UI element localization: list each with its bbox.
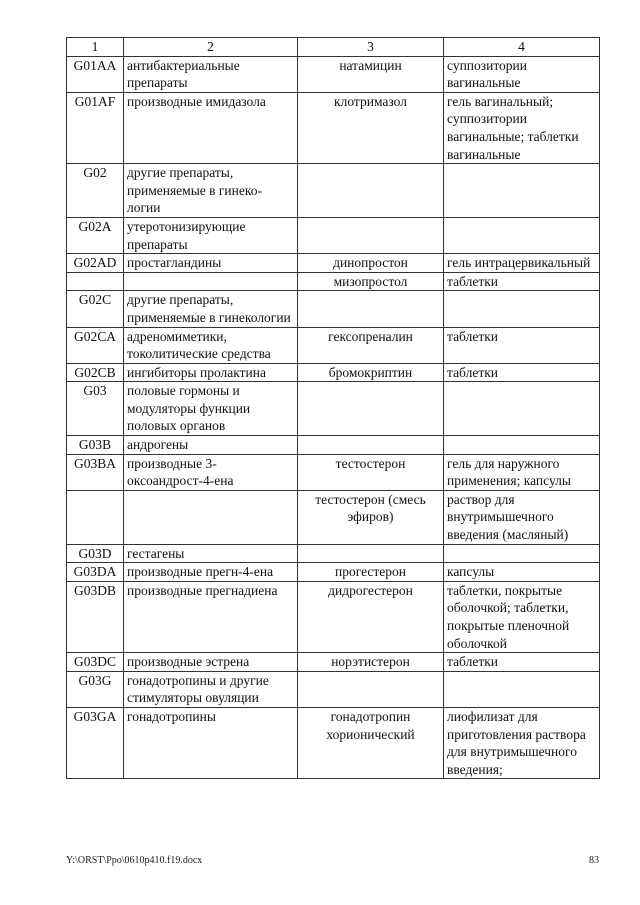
- drug-name-cell: [298, 436, 444, 455]
- atc-code-cell: G03DB: [67, 581, 124, 652]
- group-name-cell: производные прегн-4-ена: [124, 563, 298, 582]
- dosage-form-cell: таблетки: [444, 653, 600, 672]
- drug-name-cell: [298, 217, 444, 253]
- table-header-row: [67, 38, 600, 57]
- table-row: [67, 164, 600, 218]
- dosage-form-cell: таблетки: [444, 363, 600, 382]
- drug-name-cell: бромокриптин: [298, 363, 444, 382]
- drug-name-cell: тестостерон (смесь эфиров): [298, 490, 444, 544]
- drug-name-cell: [298, 291, 444, 327]
- group-name-cell: антибактериальные препараты: [124, 56, 298, 92]
- group-name-cell: гестагены: [124, 544, 298, 563]
- header-cell: 4: [444, 38, 600, 57]
- dosage-form-cell: таблетки: [444, 272, 600, 291]
- drug-name-cell: мизопростол: [298, 272, 444, 291]
- atc-code-cell: G01AA: [67, 56, 124, 92]
- atc-code-cell: G03G: [67, 671, 124, 707]
- header-cell: 3: [298, 38, 444, 57]
- drug-name-cell: тестостерон: [298, 454, 444, 490]
- drug-name-cell: динопростон: [298, 254, 444, 273]
- atc-code-cell: G02A: [67, 217, 124, 253]
- dosage-form-cell: гель для наружного применения; капсулы: [444, 454, 600, 490]
- table-row: [67, 454, 600, 490]
- group-name-cell: другие препараты, применяемые в гинекологии: [124, 291, 298, 327]
- dosage-form-cell: лиофилизат для приготовления раствора для внутримышечного введения;: [444, 707, 600, 778]
- table-row: [67, 56, 600, 92]
- table-row: [67, 254, 600, 273]
- dosage-form-cell: [444, 164, 600, 218]
- file-path: Y:\ORST\Ppo\0610p410.f19.docx: [66, 855, 203, 866]
- group-name-cell: адреномиметики, токолитические средства: [124, 327, 298, 363]
- dosage-form-cell: суппозитории вагинальные: [444, 56, 600, 92]
- drug-name-cell: дидрогестерон: [298, 581, 444, 652]
- table-row: [67, 671, 600, 707]
- drug-name-cell: норэтистерон: [298, 653, 444, 672]
- atc-code-cell: G03GA: [67, 707, 124, 778]
- atc-code-cell: G03BA: [67, 454, 124, 490]
- header-cell: 2: [124, 38, 298, 57]
- dosage-form-cell: гель интрацервикальный: [444, 254, 600, 273]
- atc-code-cell: G03DC: [67, 653, 124, 672]
- group-name-cell: [124, 490, 298, 544]
- dosage-form-cell: [444, 671, 600, 707]
- atc-code-cell: G03: [67, 382, 124, 436]
- table-row: [67, 581, 600, 652]
- dosage-form-cell: [444, 436, 600, 455]
- atc-code-cell: G02AD: [67, 254, 124, 273]
- group-name-cell: простагландины: [124, 254, 298, 273]
- atc-code-cell: [67, 490, 124, 544]
- drug-name-cell: [298, 382, 444, 436]
- atc-code-cell: G02: [67, 164, 124, 218]
- drug-name-cell: [298, 671, 444, 707]
- dosage-form-cell: капсулы: [444, 563, 600, 582]
- group-name-cell: производные прегнадиена: [124, 581, 298, 652]
- atc-code-cell: G01AF: [67, 92, 124, 163]
- group-name-cell: половые гормоны и модуляторы функции половых органов: [124, 382, 298, 436]
- table-row: [67, 544, 600, 563]
- dosage-form-cell: таблетки, покрытые оболочкой; таблетки, покрытые пленочной оболочкой: [444, 581, 600, 652]
- atc-code-cell: G03DA: [67, 563, 124, 582]
- drug-name-cell: клотримазол: [298, 92, 444, 163]
- dosage-form-cell: [444, 382, 600, 436]
- atc-code-cell: G02CB: [67, 363, 124, 382]
- header-cell: 1: [67, 38, 124, 57]
- atc-code-cell: G03B: [67, 436, 124, 455]
- table-row: [67, 92, 600, 163]
- group-name-cell: андрогены: [124, 436, 298, 455]
- table-row: [67, 327, 600, 363]
- group-name-cell: производные эстрена: [124, 653, 298, 672]
- table-row: [67, 653, 600, 672]
- drug-name-cell: [298, 164, 444, 218]
- group-name-cell: ингибиторы пролактина: [124, 363, 298, 382]
- table-row: [67, 436, 600, 455]
- group-name-cell: другие препараты, применяемые в гинеко-логии: [124, 164, 298, 218]
- dosage-form-cell: таблетки: [444, 327, 600, 363]
- group-name-cell: утеротонизирующие препараты: [124, 217, 298, 253]
- atc-code-cell: G02C: [67, 291, 124, 327]
- page-number: 83: [589, 855, 599, 866]
- group-name-cell: гонадотропины и другие стимуляторы овуляции: [124, 671, 298, 707]
- group-name-cell: гонадотропины: [124, 707, 298, 778]
- dosage-form-cell: [444, 544, 600, 563]
- drug-name-cell: натамицин: [298, 56, 444, 92]
- atc-code-cell: G03D: [67, 544, 124, 563]
- dosage-form-cell: гель вагинальный; суппозитории вагинальные; таблетки вагинальные: [444, 92, 600, 163]
- dosage-form-cell: [444, 291, 600, 327]
- atc-code-cell: [67, 272, 124, 291]
- table-row: [67, 563, 600, 582]
- table-row: [67, 707, 600, 778]
- table-row: [67, 217, 600, 253]
- drug-name-cell: гонадотропин хорионический: [298, 707, 444, 778]
- table-row: [67, 490, 600, 544]
- group-name-cell: [124, 272, 298, 291]
- drug-table: [66, 37, 600, 779]
- group-name-cell: производные 3-оксоандрост-4-ена: [124, 454, 298, 490]
- drug-name-cell: гексопреналин: [298, 327, 444, 363]
- dosage-form-cell: [444, 217, 600, 253]
- dosage-form-cell: раствор для внутримышечного введения (масляный): [444, 490, 600, 544]
- group-name-cell: производные имидазола: [124, 92, 298, 163]
- drug-name-cell: прогестерон: [298, 563, 444, 582]
- atc-code-cell: G02CA: [67, 327, 124, 363]
- table-row: [67, 363, 600, 382]
- table-row: [67, 291, 600, 327]
- table-row: [67, 272, 600, 291]
- drug-name-cell: [298, 544, 444, 563]
- table-row: [67, 382, 600, 436]
